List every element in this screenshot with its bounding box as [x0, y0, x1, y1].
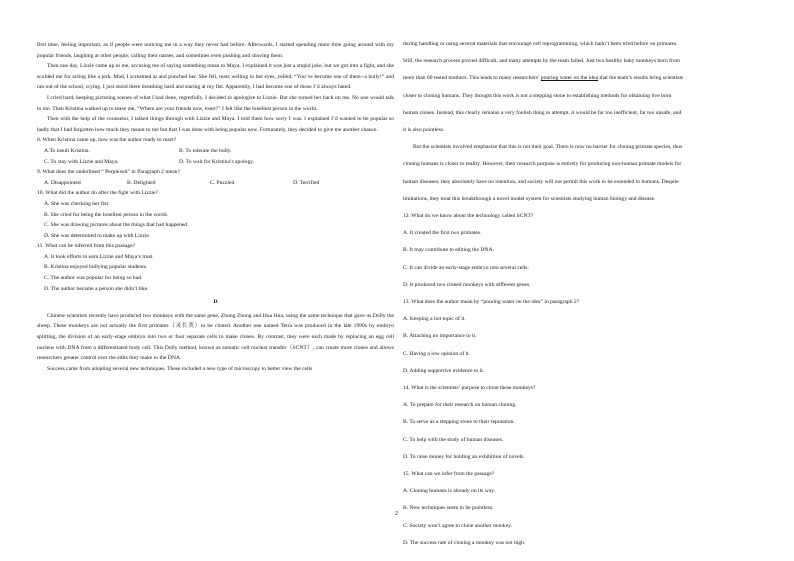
question-9: 9. What does the underlined “ Perplexed” in Paragraph 2 mean?: [37, 169, 180, 176]
option-b: B. To serve as a stepping stone to their reputation.: [403, 419, 515, 426]
question-12: 12. What do we know about the technology called SCNT?: [403, 213, 534, 220]
option-d: D. The author became a person she didn’t like.: [44, 285, 149, 292]
passage-line: it is also pointless.: [403, 127, 445, 134]
option-a: A. It created the first two primates.: [403, 230, 482, 237]
question-8-options: [44, 157, 394, 168]
option-a: A.To insult Kristina.: [44, 147, 90, 154]
option-b: B. To tolerate the bully.: [179, 147, 232, 154]
option-c: C. The author was popular for being so bad.: [44, 275, 143, 282]
option-b: B. Delighted: [127, 179, 156, 186]
passage-text: that the team’s results bring scientists: [598, 75, 684, 82]
passage-line: human diseases; they absolutely have no intention, and society will not permit this work to be extended to humans. Despite: [403, 178, 679, 185]
page-number: 2: [395, 511, 398, 517]
question-8: 8. When Kristina came up, how was the author ready to react?: [37, 137, 177, 144]
passage-paragraph: Then with the help of the counselor, I talked things through with Lizzie and Maya. I told them how sorry I was. I explained I’d wanted to be popular so badly that I had forgotten how much they meant to me but that I was done with being popular now. Fortunately, they decided to give me another chance.: [37, 116, 394, 133]
passage-paragraph: Then one day, Lizzie came up to me, accusing me of saying something mean to Maya. I explained it was just a stupid joke, but we got into a fight, and she scolded me for acting like a jerk. Mad, I screamed at and punched her. She fell, tears welling in her eyes, yelled, “You’ve become one of them--a bully!” and ran out of the school, crying. I just stood there breathing hard and staring at my fist. Apparently, I had become one of those I’d always hated.: [37, 63, 394, 91]
option-d: D. She was determined to make up with Lizzie.: [44, 232, 151, 239]
question-10: 10. What did the author do after the fight with Lizzie?: [37, 190, 158, 197]
option-b: B. Kristina enjoyed bullying popular students.: [44, 264, 148, 271]
passage-line: limitations, they treat this breakthrough a novel model system for scientists studying human biology and disease.: [403, 195, 656, 202]
question-8-options: [44, 146, 394, 157]
option-d: D. To raise money for holding an exhibition of novels.: [403, 453, 525, 460]
option-d: D. To wait for Kristina’s apology.: [179, 158, 255, 165]
option-a: A. Cloning humans is already on its way.: [403, 488, 496, 495]
passage-line: human clones. Instead, this clearly remains a very foolish thing to attempt, it would be far too inefficient, far too unsafe, and: [403, 109, 682, 116]
option-d: D. Adding supportive evidence to it.: [403, 367, 485, 374]
option-d: D. It produced two cloned monkeys with different genes.: [403, 281, 531, 288]
question-9-options: [44, 178, 394, 189]
question-14: 14. What is the scientists’ purpose to clone these monkeys?: [403, 385, 536, 392]
option-d: D. Terrified: [293, 179, 320, 186]
section-heading: D: [213, 299, 218, 306]
option-b: B. She cried for being the loneliest person in the world.: [44, 211, 168, 218]
option-a: A. She was checking her fist.: [44, 200, 110, 207]
passage-paragraph: Success came from adopting several new techniques. These included a new type of microscopy to better view the cells: [47, 365, 313, 372]
question-15: 15. What can we infer from the passage?: [403, 471, 495, 478]
option-c: C. Puzzled: [210, 179, 235, 186]
passage-line: closer to cloning humans. They thought this work is not a stepping stone to establishing methods for obtaining live born: [403, 92, 672, 99]
option-a: A. Keeping a hot topic of it.: [403, 316, 466, 323]
left-column: [37, 40, 394, 374]
option-c: C. To help with the study of human diseases.: [403, 436, 504, 443]
option-c: C. To stay with Lizzie and Maya.: [44, 158, 119, 165]
passage-paragraph: I cried hard, keeping picturing scenes of what I had done, regretfully. I decided to apologize to Lizzie. But she turned her back on me. No one would talk to me. Then Kristina walked up to tease me, “Where are your friends now, loser?” I felt like the loneliest person in the world.: [37, 94, 394, 112]
passage-text: more than 60 tested mothers. This leads to many researchers’: [403, 75, 541, 82]
option-b: B. Attaching no importance to it.: [403, 333, 477, 340]
option-b: B. It may contribute to editing the DNA.: [403, 247, 494, 254]
underlined-phrase: pouring water on the idea: [540, 75, 599, 82]
passage-line: Still, the research process proved difficult, and many attempts by the team failed. Just two healthy baby monkeys born from: [403, 58, 681, 65]
option-c: C. She was drawing pictures about the things that had happened.: [44, 222, 189, 229]
passage-line: during handling or using several materials that encourage cell reprogramming, which hadn’t been tried before on primates.: [403, 41, 678, 47]
option-a: A. It took efforts to earn Lizzie and Maya’s trust.: [44, 253, 154, 260]
option-d: D. The success rate of cloning a monkey was not high.: [403, 539, 526, 546]
option-c: C. Having a low opinion of it.: [403, 350, 471, 357]
passage-line: cloning humans is closer to reality. However, their research purpose is entirely for producing non-human primate models for: [403, 161, 682, 168]
option-a: A. To prepare for their research on human cloning.: [403, 402, 517, 409]
question-11: 11. What can be inferred from this passage?: [37, 243, 136, 250]
passage-line: But the scientists involved emphasize that this is not their goal. There is now no barrier for cloning primate species, thus: [413, 144, 683, 151]
passage-paragraph: Chinese scientists recently have produced two monkeys with the same gene, Zhong Zhong and Hua Hua, using the same technique that gave us Dolly the sheep. These monkeys are not actually the first primates（灵长类）to be cloned. Another one named Tetra was produced in the late 1990s by embryo splitting, the division of an early-stage embryo into two or four separate cells to make clones. By contrast, they were each made by replacing an egg cell nucleus with DNA from a differentiated body cell. This Dolly method, known as somatic cell nuclear transfer（SCNT）, can create more clones and allows researchers greater control over the edits they make to the DNA.: [37, 312, 394, 362]
option-c: C. It can divide an early-stage embryo into several cells.: [403, 264, 529, 271]
option-b: B. New techniques seem to be pointless.: [403, 505, 494, 512]
option-a: A. Disappointed: [44, 179, 81, 186]
passage-paragraph: first time, feeling important, as if people were noticing me in a way they never had before. Afterwards, I started spending more time going around with my popular friends, laughing at other people, calling their names, and sometimes even pushing and shoving them.: [37, 42, 394, 59]
option-c: C. Society won’t agree to clone another monkey.: [403, 522, 513, 529]
question-13: 13. What does the author mean by “pouring water on the idea” in paragraph 2?: [403, 299, 580, 306]
right-column: [403, 40, 760, 556]
passage-line: [403, 74, 760, 82]
